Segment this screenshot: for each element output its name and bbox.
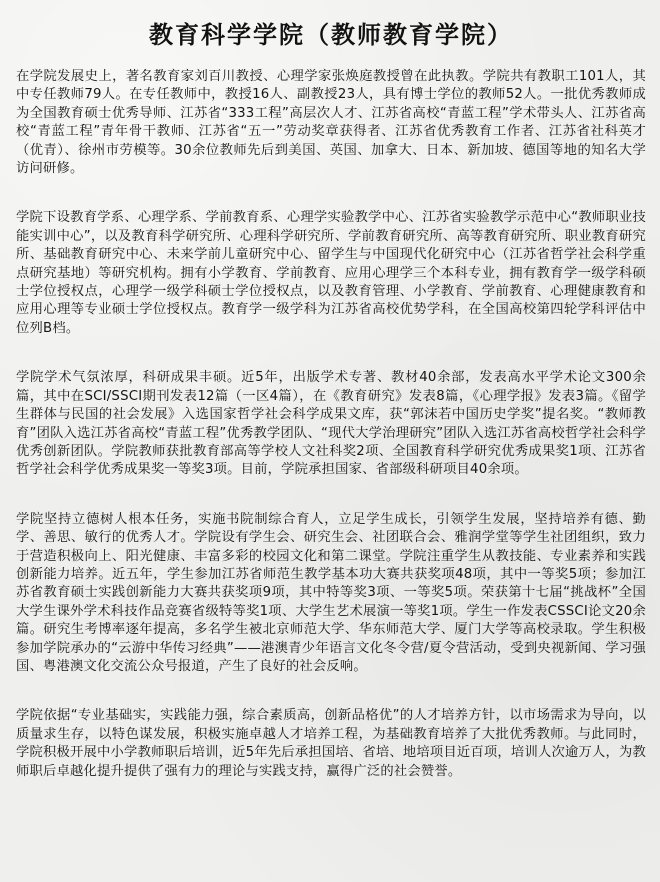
paragraph-research: 学院学术气氛浓厚，科研成果丰硕。近5年，出版学术专著、教材40余部，发表高水平学术论文300余篇，其中在SCI/SSCI期刊发表12篇（一区4篇），在《教育研究》发表8篇，《心理学报》发表3篇。《留学生群体与民国的社会发展》入选国家哲学社会科学成果文库，获“郭沫若中国历史学奖”提名奖。“教师教育”团队入选江苏省高校“青蓝工程”优秀教学团队、“现代大学治理研究”团队入选江苏省高校哲学社会科学优秀创新团队。学院教师获批教育部高等学校人文社科奖2项、全国教育科学研究优秀成果奖1项、江苏省哲学社会科学优秀成果奖一等奖3项。目前，学院承担国家、省部级科研项目40余项。	[16, 370, 646, 478]
paragraph-training: 学院依据“专业基础实，实践能力强，综合素质高，创新品格优”的人才培养方针，以市场需求为导向，以质量求生存，以特色谋发展，积极实施卓越人才培养工程，为基础教育培养了大批优秀教师。与此同时，学院积极开展中小学教师职后培训，近5年先后承担国培、省培、地培项目近百项，培训人次逾万人，为教师职后卓越化提升提供了强有力的理论与实践支持，赢得广泛的社会赞誉。	[16, 708, 646, 779]
paragraph-students: 学院坚持立德树人根本任务，实施书院制综合育人，立足学生成长，引领学生发展，坚持培养有德、勤学、善思、敏行的优秀人才。学院设有学生会、研究生会、社团联合会、雅润学堂等学生社团组织，致力于营造积极向上、阳光健康、丰富多彩的校园文化和第二课堂。学院注重学生从教技能、专业素养和实践创新能力培养。近五年，学生参加江苏省师范生教学基本功大赛共获奖项48项，其中一等奖5项；参加江苏省教育硕士实践创新能力大赛共获奖项9项，其中特等奖3项、一等奖5项。荣获第十七届“挑战杯”全国大学生课外学术科技作品竞赛省级特等奖1项、大学生艺术展演一等奖1项。学生一作发表CSSCI论文20余篇。研究生考博率逐年提高，多名学生被北京师范大学、华东师范大学、厦门大学等高校录取。学生积极参加学院承办的“云游中华传习经典”——港澳青少年语言文化冬令营/夏令营活动，受到央视新闻、学习强国、粤港澳文化交流公众号报道，产生了良好的社会反响。	[16, 511, 646, 674]
page-title: 教育科学学院（教师教育学院）	[149, 21, 513, 49]
paragraph-history: 在学院发展史上，著名教育家刘百川教授、心理学家张焕庭教授曾在此执教。学院共有教职工101人，其中专任教师79人。在专任教师中，教授16人、副教授23人，具有博士学位的教师52人。一批优秀教师成为全国教育硕士优秀导师、江苏省“333工程”高层次人才、江苏省高校“青蓝工程”学术带头人、江苏省高校“青蓝工程”青年骨干教师、江苏省“五一”劳动奖章获得者、江苏省优秀教育工作者、江苏省社科英才（优青）、徐州市劳模等。30余位教师先后到美国、英国、加拿大、日本、新加坡、德国等地的知名大学访问研修。	[16, 69, 646, 177]
paragraph-departments: 学院下设教育学系、心理学系、学前教育系、心理学实验教学中心、江苏省实验教学示范中心“教师职业技能实训中心”，以及教育科学研究所、心理科学研究所、学前教育研究所、高等教育研究所、职业教育研究所、基础教育研究中心、未来学前儿童研究中心、留学生与中国现代化研究中心（江苏省哲学社会科学重点研究基地）等研究机构。拥有小学教育、学前教育、应用心理学三个本科专业，拥有教育学一级学科硕士学位授权点，心理学一级学科硕士学位授权点，以及教育管理、小学教育、学前教育、心理健康教育和应用心理等专业硕士学位授权点。教育学一级学科为江苏省高校优势学科，在全国高校第四轮学科评估中位列B档。	[16, 210, 646, 336]
